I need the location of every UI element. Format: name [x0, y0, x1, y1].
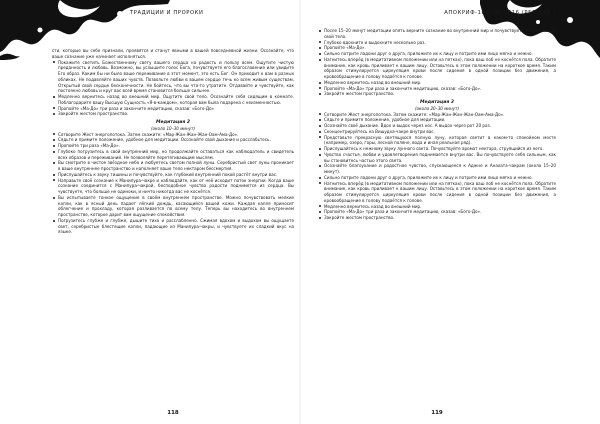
intro-paragraph: сти, которые вы себе признали, проявятся и станут явными в вашей повседневной жизни. Осознайте, что ваше сознание уже начинает исполняться.	[52, 48, 294, 59]
book-gutter	[299, 0, 301, 424]
list-item: Погрузитесь глубже и глубже, дышите тихо и расслабленно. Сжимая вдохом и выдохом вы ощущаете свет, серебристые блестящие капли, падающие из Манипура-чакры, и чувствуете их сладкий вкус на языке.	[52, 218, 294, 235]
list-item: Направьте своё сознание к Манипура-чакре и наблюдайте, как от неё исходит поток энергии. Когда ваше сознание соединится с Манипура-чакрой, бесподобное чувство радости поднимется из сердца. Вы чувствуете, что больше не одиноки, и ничто никогда вас не коснётся.	[52, 178, 294, 195]
section-heading	[52, 120, 294, 132]
list-item: Сконцентрируйтесь на Вишудха-чакре внутри вас.	[318, 129, 556, 135]
section-subtitle: (около 10–30 минут)	[150, 125, 196, 131]
page-number-left: 118	[167, 410, 179, 416]
section-subtitle: (около 20–30 минут)	[414, 105, 460, 111]
running-head-left: ТРАДИЦИИ И ПРОРОКИ	[130, 10, 204, 16]
list-item: Прислушайтесь к нежному звуку лунного света. Почувствуйте аромат нектара, струящийся из него.	[318, 146, 556, 152]
list-item: Покажите светить Божественному свету вашего сердца на радость и пользу всем. Ощутите чистую преданность и любовь. Возможно, вы услышите голос Бога, почувствуете его благословение или увидите Его образ. Каким бы ни было ваше переживание в этот момент, это есть Бог. Он приходит к вам в разных обликах. Не подавляйте ваших чувств. Позвольте любви в вашем сердце течь ко всем живым существам. Открытый свой сердце бесконечности. Не бойтесь, что вы что-то утратите. Отдавайте и чувствуйте, как постоянно любовь и круг вас всей время становится больше сильнее.	[52, 60, 294, 95]
list-item: Осознайте благоухание и радостное чувство, спускающееся к Аджне и Анахата-чакрам (около 15–20 минут).	[318, 163, 556, 175]
list-item: Закройте жестом пространство.	[318, 215, 556, 221]
list-item: Прислушайтесь к звуку тишины и почувствуйте, как глубокий внутренний покой растёт внутри вас.	[52, 172, 294, 178]
list-item: Глубоко вдохните и выдохните несколько раз.	[318, 40, 556, 46]
list-item: Сядьте и примите положение, удобное для медитации.	[318, 117, 556, 123]
list-item: Вы испытываете тонкое ощущение в своём внутреннем пространстве. Можно почувствовать мелкие капли, как в ясный день падает лёгкий дождь, касающийся вашей кожи. Каждая капля приносит облегчение и прохладу, которая разливается по всему телу. Теперь вы находитесь во внутреннем пространстве, которое дарит вам ощущение спокойствия.	[52, 195, 294, 218]
list-item: Вы смотрите в чистое звёздное небо и любуетесь светом полной луны. Серебристый свет луны проникает в ваше внутреннее пространство и наполняет ваше тело нектаром бессмертия.	[52, 160, 294, 172]
section-title: Медитация 3	[419, 100, 455, 105]
list-item: Осознайте своё дыхание. Вдох и выдох через нос. А выдох через рот 20 раз.	[318, 123, 556, 129]
list-item: Сотворите Жест энергопотока. Затем скажите: «Мар-Жан-Жан-Жан-Оам-Ама-До».	[318, 112, 556, 118]
list-item: Медленно вернитесь назад во внешний мир.	[318, 204, 556, 210]
list-item: После 15–20 минут медитации опять верните сознание во внутренний мир и почувствуйте сознательный свой тело.	[318, 28, 556, 40]
list-item: Глубоко погрузитесь в свой внутренний мир, но продолжайте оставаться как наблюдатель и свидетель всех образов и переживаний. Не позволяйте перетягивающим мыслям.	[52, 149, 294, 161]
list-item: Сильно потрите ладони друг о друга, приложите их к лицу и потрите ими лицо мягко и нежно.	[318, 175, 556, 181]
list-item: Пропойте «Ма-До» три раза и закончите медитацию, сказав: «Бого-До»	[52, 106, 294, 112]
list-item: Сядьте и примите положение, удобное для медитации. Осознайте свой дыхание и расслабьтесь.	[52, 137, 294, 143]
list-item: Пропойте «Ма-До» три раза и закончите медитацию, сказав: «Бого-До».	[318, 86, 556, 92]
list-item: Закройте жестом пространство.	[318, 91, 556, 97]
list-item: Закройте жестом пространство.	[52, 111, 294, 117]
list-item: Представьте прекрасную светящуюся полную луну, которая светит в каком-то спокойном месте (например, озеро, горы, лесной поляне, вода и иная реальная ряд).	[318, 135, 556, 147]
page-number-right: 119	[431, 410, 443, 416]
list-item: Медленно вернитесь назад во внешний мир.	[318, 80, 556, 86]
bullet-list-a	[52, 60, 294, 118]
list-item: Сотворите Жест энергопотока. Затем скажите: «Мар-Жан-Жан-Жан-Оам-Ама-До».	[52, 132, 294, 138]
right-page-body	[318, 28, 556, 221]
list-item: Нагнитесь вперёд (в медитативном положении или на пятках), пока ваш лоб не коснётся пола. Обратите внимание, как кровь приливает к вашим лицу. Оставьтесь в этом положении на короткое время. Таким образом стимулируется циркуляция крови после сидения в одной позиции без движения, а кровообращение в голову подаётся к голове.	[318, 57, 556, 80]
left-page-body	[52, 48, 294, 235]
bullet-list-b	[318, 112, 556, 221]
list-item: Чувство счастья, любви и удовлетворения поднимается внутри вас. Вы почувствуете себя сильным, как вы становитесь частью этого света.	[318, 152, 556, 164]
section-heading	[318, 100, 556, 112]
list-item: Пропойте три раза «Ма-До».	[52, 143, 294, 149]
list-item: Пропойте «Ма-До» три раза и закончите медитацию, сказав: «Бого-До».	[318, 209, 556, 215]
list-item: Пропойте «Ма-До».	[318, 45, 556, 51]
list-item: Медленно вернитесь назад во внешний мир. Ощутите свой тело. Осознайте себя сидящим в комнате. Поблагодарите вашу Высшую Сущность «Я-в-каждом», которая вам была подарена с неизменностью.	[52, 94, 294, 106]
section-title: Медитация 2	[155, 120, 191, 125]
running-head-right: АПОКРИФ-105: 07.2016 (Р52 ИЗЛ.)	[444, 10, 556, 16]
right-page	[318, 8, 556, 418]
list-item: Нагнитесь вперёд (в медитативном положении или на пятках), пока ваш лоб не коснётся пола. Обратите внимание, как кровь приливает к вашим лицу. Оставьтесь в этом положении на короткое время. Таким образом стимулируется циркуляция крови после сидения в одной позиции без движения, а кровообращение в голову подаётся к голове.	[318, 181, 556, 204]
bullet-list-b	[52, 132, 294, 236]
left-page	[52, 8, 294, 418]
list-item: Сильно потрите ладони друг о друга, приложите их к лицу и потрите ими лицо мягко и нежно.	[318, 51, 556, 57]
bullet-list-a	[318, 28, 556, 97]
